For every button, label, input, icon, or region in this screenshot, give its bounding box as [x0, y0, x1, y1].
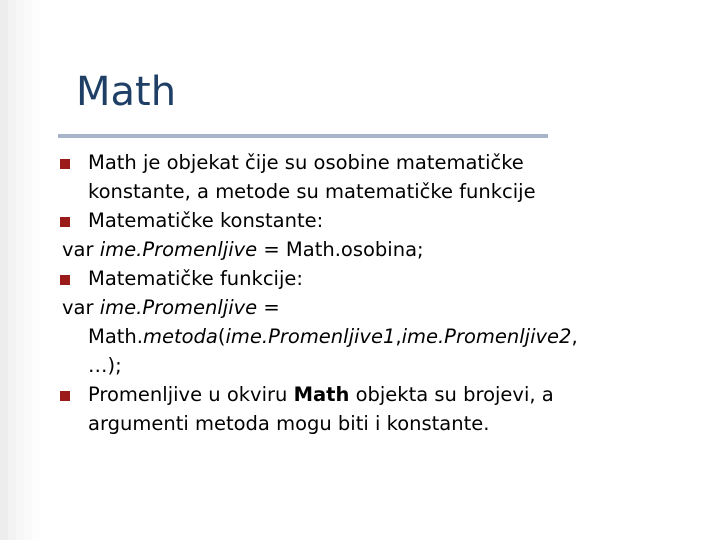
square-bullet-icon	[60, 217, 70, 227]
square-bullet-icon	[60, 275, 70, 285]
code2-ime: ime.Promenljive	[99, 296, 258, 319]
bullet-3	[62, 264, 702, 293]
slide-title: Math	[76, 69, 177, 115]
code2-eq: =	[257, 296, 280, 319]
code2-close: …);	[88, 354, 122, 377]
square-bullet-icon	[60, 159, 70, 169]
bullet-4-line-2	[62, 409, 702, 438]
bullet-3-text: Matematičke funkcije:	[88, 267, 303, 290]
code2-comma: ,	[395, 325, 402, 348]
square-bullet-icon	[60, 391, 70, 401]
bullet-4-pre: Promenljive u okviru	[88, 383, 294, 406]
code2-metoda: metoda	[142, 325, 218, 348]
code-line-3	[62, 322, 702, 351]
bullet-4-post: objekta su brojevi, a	[349, 383, 554, 406]
bullet-4-line-1	[62, 380, 702, 409]
bullet-1-text-2: konstante, a metode su matematičke funkcije	[88, 180, 536, 203]
code2-math: Math.	[88, 325, 143, 348]
code1-rest: = Math.osobina;	[257, 238, 424, 261]
bullet-2	[62, 206, 702, 235]
bullet-4-text-2: argumenti metoda mogu biti i konstante.	[88, 412, 490, 435]
slide-body	[62, 148, 702, 438]
bullet-2-text: Matematičke konstante:	[88, 209, 324, 232]
code1-ime: ime.Promenljive	[99, 238, 258, 261]
code2-end: ,	[571, 325, 578, 348]
bullet-1-line-2	[62, 177, 702, 206]
bullet-1-text-1: Math je objekat čije su osobine matematičke	[88, 151, 524, 174]
code2-arg1: ime.Promenljive1	[225, 325, 396, 348]
code1-var: var	[62, 238, 100, 261]
title-underline	[58, 134, 548, 138]
code-line-1	[62, 235, 702, 264]
background-stripes	[0, 0, 48, 540]
bullet-1-line-1	[62, 148, 702, 177]
code2-open: (	[217, 325, 226, 348]
code2-arg2: ime.Promenljive2	[401, 325, 572, 348]
code2-var: var	[62, 296, 100, 319]
code-line-4	[62, 351, 702, 380]
bullet-4-bold: Math	[293, 383, 350, 406]
code-line-2	[62, 293, 702, 322]
